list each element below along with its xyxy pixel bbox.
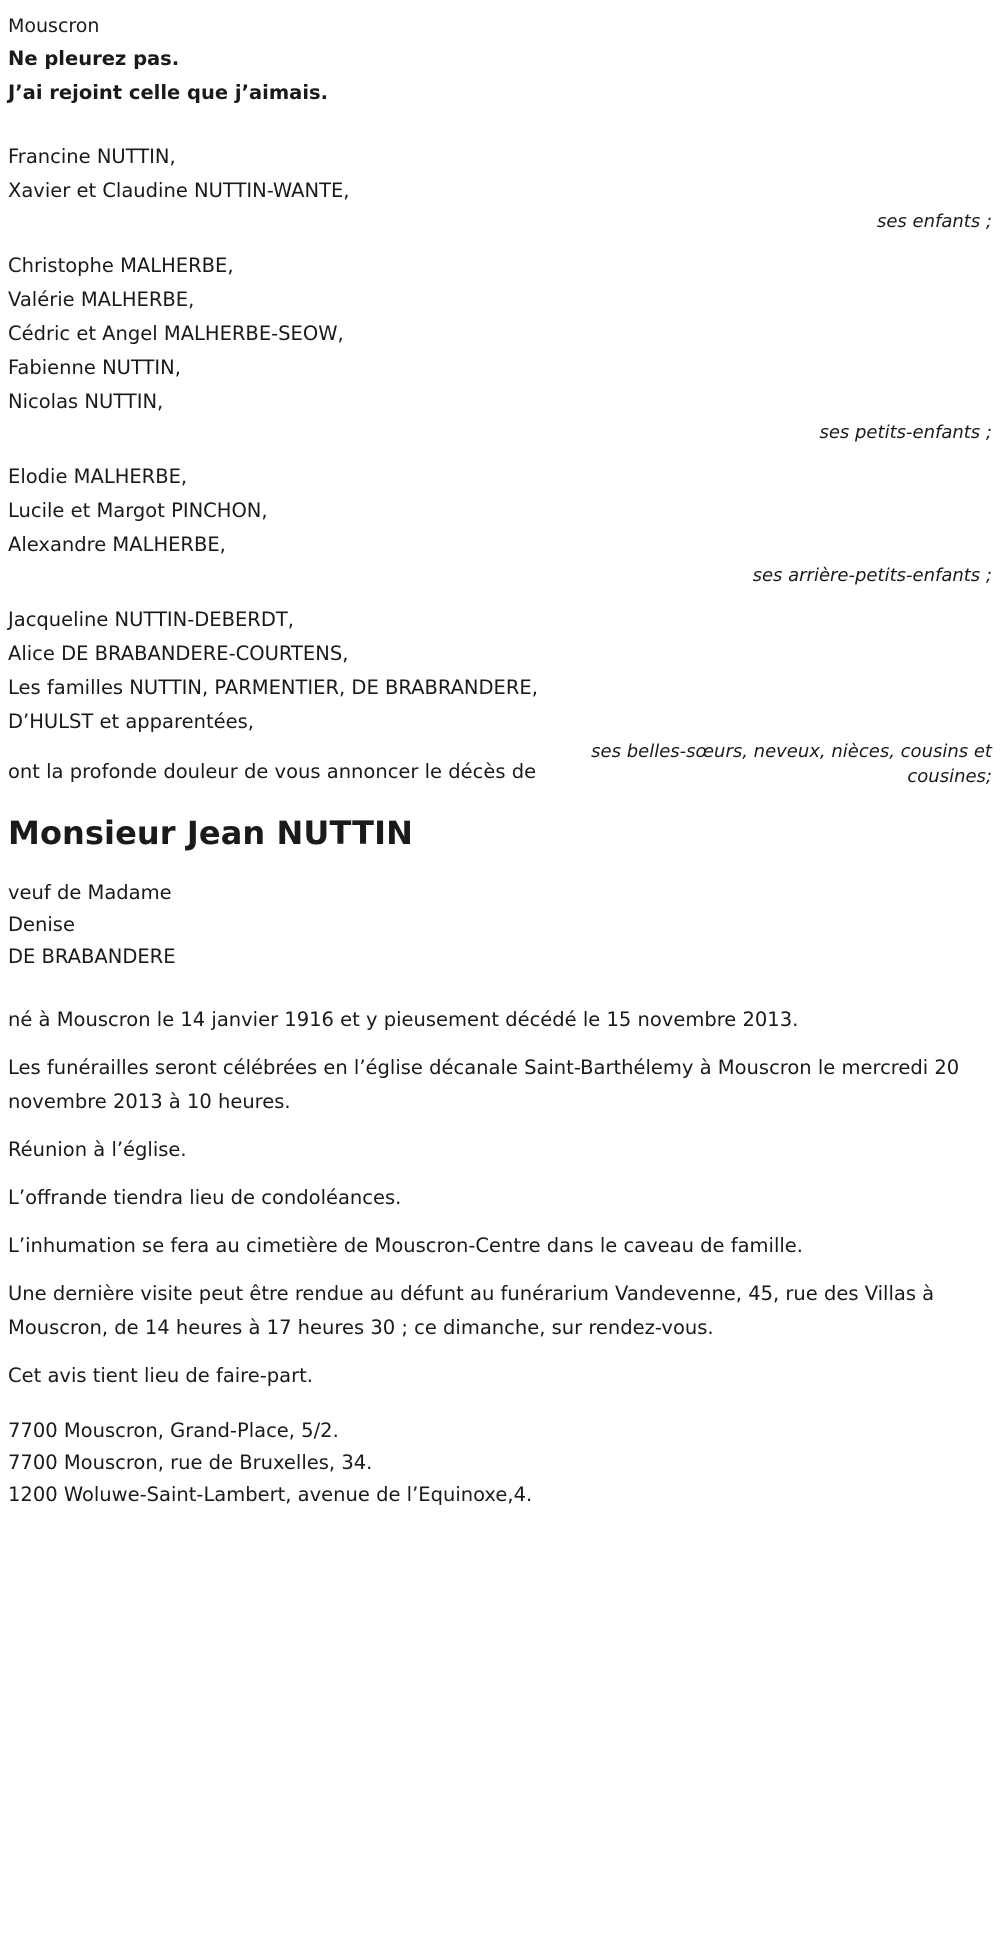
spacer: [8, 235, 992, 249]
family-member-name: Alice DE BRABANDERE-COURTENS,: [8, 642, 349, 665]
name-list: [8, 603, 992, 739]
family-member-name: Elodie MALHERBE,: [8, 465, 188, 488]
family-member-name: Les familles NUTTIN, PARMENTIER, DE BRABRANDERE,: [8, 676, 538, 699]
announcement-row: [8, 739, 992, 789]
family-member-name: Francine NUTTIN,: [8, 145, 176, 168]
family-member-name: Valérie MALHERBE,: [8, 288, 195, 311]
spacer: [8, 789, 992, 811]
spacer: [8, 589, 992, 603]
paragraph-offering: L’offrande tiendra lieu de condoléances.: [8, 1186, 402, 1209]
verse-line-2: J’ai rejoint celle que j’aimais.: [8, 81, 329, 104]
paragraph-burial: L’inhumation se fera au cimetière de Mouscron-Centre dans le caveau de famille.: [8, 1234, 804, 1257]
family-member-name: Fabienne NUTTIN,: [8, 356, 181, 379]
family-member-name: Christophe MALHERBE,: [8, 254, 234, 277]
family-member-name: Xavier et Claudine NUTTIN-WANTE,: [8, 179, 350, 202]
paragraph-birth-death: né à Mouscron le 14 janvier 1916 et y pieusement décédé le 15 novembre 2013.: [8, 1008, 799, 1031]
name-list: [8, 460, 992, 562]
spacer: [8, 973, 992, 1003]
address-line: 1200 Woluwe-Saint-Lambert, avenue de l’Equinoxe,4.: [8, 1483, 533, 1506]
name-list: [8, 140, 992, 208]
address-block: [8, 1415, 992, 1511]
paragraph-faire-part: Cet avis tient lieu de faire-part.: [8, 1364, 313, 1387]
spouse-last-name: DE BRABANDERE: [8, 945, 176, 968]
detail-paragraphs: [8, 1003, 992, 1393]
address-line: 7700 Mouscron, Grand-Place, 5/2.: [8, 1419, 339, 1442]
spacer: [8, 855, 992, 877]
deceased-name: Monsieur Jean NUTTIN: [8, 814, 413, 852]
announcement-text: ont la profonde douleur de vous annoncer le décès de: [8, 760, 537, 783]
family-group-grandchildren: [8, 249, 992, 446]
family-member-name: D’HULST et apparentées,: [8, 710, 254, 733]
widow-block: [8, 877, 992, 973]
relation-label-great-grandchildren: ses arrière-petits-enfants ;: [752, 565, 992, 586]
family-member-name: Jacqueline NUTTIN-DEBERDT,: [8, 608, 294, 631]
verse-line-1: Ne pleurez pas.: [8, 47, 180, 70]
name-list: [8, 249, 992, 419]
family-group-children: [8, 140, 992, 235]
family-member-name: Cédric et Angel MALHERBE-SEOW,: [8, 322, 344, 345]
spacer: [8, 446, 992, 460]
relation-label-grandchildren: ses petits-enfants ;: [819, 422, 992, 443]
spacer: [8, 110, 992, 140]
paragraph-gathering: Réunion à l’église.: [8, 1138, 187, 1161]
family-group-extended: [8, 603, 992, 739]
widow-prefix: veuf de Madame: [8, 881, 172, 904]
address-line: 7700 Mouscron, rue de Bruxelles, 34.: [8, 1451, 373, 1474]
spacer: [8, 1393, 992, 1415]
family-member-name: Alexandre MALHERBE,: [8, 533, 226, 556]
paragraph-visitation: Une dernière visite peut être rendue au défunt au funérarium Vandevenne, 45, rue des Villas à Mouscron, de 14 heures à 17 heures 30 ; ce dimanche, sur rendez-vous.: [8, 1282, 935, 1339]
family-member-name: Lucile et Margot PINCHON,: [8, 499, 268, 522]
spouse-first-name: Denise: [8, 913, 75, 936]
relation-label-extended: ses belles-sœurs, neveux, nièces, cousins et cousines;: [591, 741, 992, 787]
city-line: Mouscron: [8, 15, 100, 37]
family-member-name: Nicolas NUTTIN,: [8, 390, 164, 413]
paragraph-funeral: Les funérailles seront célébrées en l’église décanale Saint-Barthélemy à Mouscron le mercredi 20 novembre 2013 à 10 heures.: [8, 1056, 960, 1113]
relation-label-children: ses enfants ;: [876, 211, 992, 232]
family-group-great-grandchildren: [8, 460, 992, 589]
